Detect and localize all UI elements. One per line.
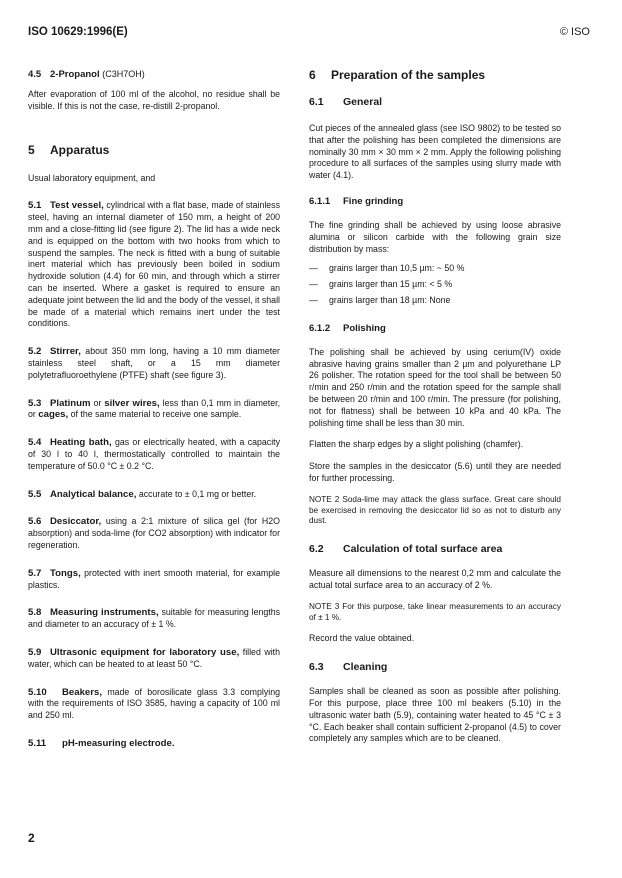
section-6-1-1-text: The fine grinding shall be achieved by using loose abrasive alumina or silicon carbide with the following grain size distribution by mass: xyxy=(309,219,561,254)
storage-paragraph: Store the samples in the desiccator (5.6) until they are needed for further processing. xyxy=(309,461,561,483)
item-5-6: 5.6 Desiccator, using a 2:1 mixture of silica gel (for H2O absorption) and soda-lime (for CO2 absorption) with indicator for regeneration. xyxy=(28,516,280,550)
page-number: 2 xyxy=(28,831,35,845)
right-column xyxy=(309,68,561,745)
item-5-8: 5.8 Measuring instruments, suitable for measuring lengths and diameter to an accuracy of ± 1 %. xyxy=(28,607,280,630)
section-6-heading: 6 Preparation of the samples xyxy=(309,68,486,82)
item-5-7: 5.7 Tongs, protected with inert smooth material, for example plastics. xyxy=(28,567,280,590)
section-6-1-text: Cut pieces of the annealed glass (see ISO 9802) to be tested so that after the polishing has been completed the dimensions are nominally 30 mm × 30 mm × 2 mm. Apply the following polishing procedure to all surfaces of the samples using slurry made with water (4.1). xyxy=(309,123,561,181)
propanol-formula: (C3H7OH) xyxy=(102,69,145,79)
list-item: — grains larger than 15 µm: < 5 % xyxy=(309,279,561,291)
polishing-paragraph: The polishing shall be achieved by using cerium(IV) oxide abrasive having grains smaller than 2 µm and polyurethane LP 26 polisher. The rotation speed for the tool shall be between 50 r/min and 250 r/min and the rotation speed for the sample shall be between 20 r/min and 100 r/min. The pressure (for polishing, not for flatness) shall be between 10 kPa and 40 kPa. The polishing time shall be less than 30 min. xyxy=(309,346,561,428)
left-column xyxy=(28,68,280,750)
surface-area-paragraph: Measure all dimensions to the nearest 0,2 mm and calculate the actual total surface area to an accuracy of 2 %. xyxy=(309,568,561,590)
list-item: — grains larger than 10,5 µm: ~ 50 % xyxy=(309,263,561,275)
item-5-1: 5.1 Test vessel, cylindrical with a flat base, made of stainless steel, having an internal diameter of 150 mm, a height of 200 mm and a close-fitting lid (see figure 2). The lid has a wide neck and is equipped on the bottom with two hooks from which to suspend the samples. The neck is fitted with a bung of suitable inert material which has previously been boiled in sodium hydroxide solution (4.4) for 60 min, and through which a stirrer can be inserted. Where a gasket is required to ensure an adequate joint between the lid and the body of the vessel, it shall be made of a material which remains inert under the test conditions. xyxy=(28,200,280,329)
record-value-paragraph: Record the value obtained. xyxy=(309,633,415,644)
item-5-5: 5.5 Analytical balance, accurate to ± 0,1 mg or better. xyxy=(28,488,257,500)
section-6-2-heading: 6.2 Calculation of total surface area xyxy=(309,543,503,556)
list-item: — grains larger than 18 µm: None xyxy=(309,295,561,307)
item-5-10: 5.10 Beakers, made of borosilicate glass 3.3 complying with the requirements of ISO 3585, having a capacity of 100 ml and 250 ml. xyxy=(28,686,280,721)
section-6-1-2-heading: 6.1.2 Polishing xyxy=(309,322,386,334)
item-5-3: 5.3 Platinum or silver wires, less than 0,1 mm in diameter, or cages, of the same material to receive one sample. xyxy=(28,397,281,421)
grain-size-list xyxy=(309,263,561,306)
standard-code: ISO 10629:1996(E) xyxy=(28,26,128,38)
section-6-1-1-heading: 6.1.1 Fine grinding xyxy=(309,195,404,207)
section-5-intro: Usual laboratory equipment, and xyxy=(28,172,156,183)
section-6-1-heading: 6.1 General xyxy=(309,96,383,108)
item-5-4: 5.4 Heating bath, gas or electrically heated, with a capacity of 30 l to 40 l, thermostatically controlled to maintain the temperature of 50.0 °C ± 0.2 °C. xyxy=(28,437,280,471)
note-2: NOTE 2 Soda-lime may attack the glass surface. Great care should be exercised in removing the desiccator lid so as not to disturb any dust. xyxy=(309,494,561,526)
item-5-11: 5.11 pH-measuring electrode. xyxy=(28,737,175,749)
copyright: © ISO xyxy=(559,26,590,38)
section-4-5-text: After evaporation of 100 ml of the alcohol, no residue shall be visible. If this is not the case, re-distill 2-propanol. xyxy=(28,89,280,111)
section-4-5-heading: 4.5 2-Propanol (C3H7OH) xyxy=(28,69,145,80)
section-5-heading: 5 Apparatus xyxy=(28,142,110,157)
chamfer-paragraph: Flatten the sharp edges by a slight polishing (chamfer). xyxy=(309,439,524,450)
cleaning-paragraph: Samples shall be cleaned as soon as possible after polishing. For this purpose, place three 100 ml beakers (5.10) in the ultrasonic water bath (5.9), containing water heated to 45 °C ± 3 °C. Each beaker shall contain sufficient 2-propanol (4.5) to cover completely any samples which are to be cleaned. xyxy=(309,686,561,744)
item-5-2: 5.2 Stirrer, about 350 mm long, having a 10 mm diameter stainless steel shaft, or a 15 mm diameter polytetrafluoroethylene (PTFE) shaft (see figure 3). xyxy=(28,346,280,380)
item-5-9: 5.9 Ultrasonic equipment for laboratory use, filled with water, which can be heated to at least 50 °C. xyxy=(28,646,280,669)
section-6-3-heading: 6.3 Cleaning xyxy=(309,661,388,674)
note-3: NOTE 3 For this purpose, take linear measurements to an accuracy of ± 1 %. xyxy=(309,601,561,622)
